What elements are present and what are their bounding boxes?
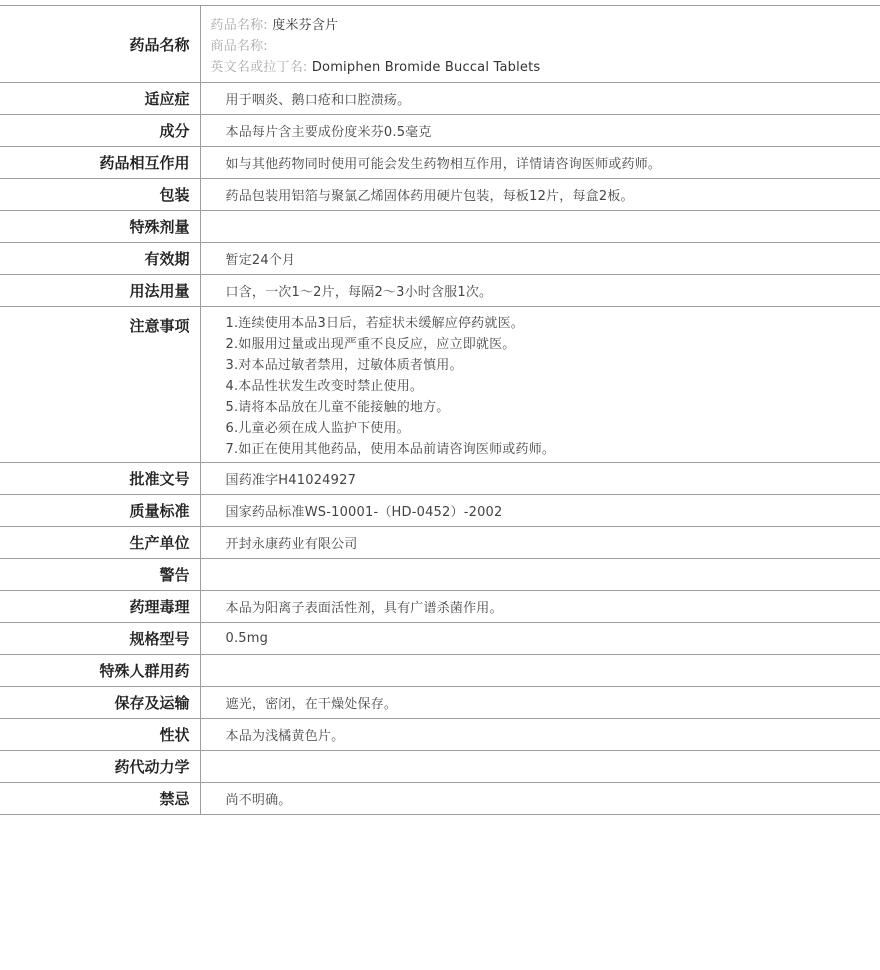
row-pharmacokinetics [0,751,880,783]
row-precautions [0,307,880,463]
row-appearance [0,719,880,751]
row-warning [0,559,880,591]
row-manufacturer [0,527,880,559]
row-value: 用于咽炎、鹅口疮和口腔溃疡。 [225,93,411,108]
row-approval-number [0,463,880,495]
row-label: 特殊人群用药 [0,655,200,687]
row-label: 包装 [0,179,200,211]
row-storage [0,687,880,719]
row-pharmacology [0,591,880,623]
row-shelf-life [0,243,880,275]
list-item: 7.如正在使用其他药品，使用本品前请咨询医师或药师。 [225,442,556,457]
row-label: 性状 [0,719,200,751]
row-value: 如与其他药物同时使用可能会发生药物相互作用，详情请咨询医师或药师。 [225,157,662,172]
list-item: 6.儿童必须在成人监护下使用。 [225,421,410,436]
row-value: 药品包装用铝箔与聚氯乙烯固体药用硬片包装，每板12片，每盒2板。 [225,189,634,204]
list-item: 3.对本品过敏者禁用，过敏体质者慎用。 [225,358,463,373]
list-item: 2.如服用过量或出现严重不良反应，应立即就医。 [225,337,516,352]
row-label: 药品名称 [0,6,200,83]
precautions-list [226,313,880,460]
spec-table-body [0,6,880,815]
row-label: 禁忌 [0,783,200,815]
row-value [200,751,880,783]
drug-spec-table [0,5,880,815]
row-value [200,307,880,463]
row-label: 药理毒理 [0,591,200,623]
row-label: 质量标准 [0,495,200,527]
row-quality-standard [0,495,880,527]
row-value: 本品每片含主要成份度米芬0.5毫克 [225,125,432,140]
row-value [200,211,880,243]
generic-name-value: 度米芬含片 [272,18,339,33]
row-value [200,559,880,591]
row-special-populations [0,655,880,687]
generic-name-key: 药品名称: [210,18,268,33]
row-interactions [0,147,880,179]
row-label: 药品相互作用 [0,147,200,179]
row-label: 注意事项 [0,307,200,463]
row-label: 成分 [0,115,200,147]
row-contraindications [0,783,880,815]
row-label: 保存及运输 [0,687,200,719]
row-label: 药代动力学 [0,751,200,783]
english-name-value: Domiphen Bromide Buccal Tablets [311,60,541,75]
row-value: 暂定24个月 [225,253,296,268]
row-special-dosage [0,211,880,243]
list-item: 4.本品性状发生改变时禁止使用。 [225,379,424,394]
row-value: 国药准字H41024927 [225,473,357,488]
row-specification [0,623,880,655]
row-value: 开封永康药业有限公司 [225,537,358,552]
row-value: 遮光，密闭，在干燥处保存。 [225,697,398,712]
list-item: 5.请将本品放在儿童不能接触的地方。 [225,400,450,415]
row-value: 0.5mg [225,631,269,646]
row-dosage [0,275,880,307]
row-ingredients [0,115,880,147]
row-label: 特殊剂量 [0,211,200,243]
row-value: 本品为浅橘黄色片。 [225,729,345,744]
row-indications [0,83,880,115]
row-label: 警告 [0,559,200,591]
row-drug-name [0,6,880,83]
row-packaging [0,179,880,211]
trade-name-line [211,36,880,57]
row-label: 批准文号 [0,463,200,495]
row-label: 生产单位 [0,527,200,559]
english-name-key: 英文名或拉丁名: [210,60,308,75]
row-value [200,6,880,83]
row-value: 国家药品标准WS-10001-（HD-0452）-2002 [225,505,503,520]
row-label: 有效期 [0,243,200,275]
row-value: 本品为阳离子表面活性剂，具有广谱杀菌作用。 [225,601,503,616]
english-name-line [211,57,880,78]
row-label: 适应症 [0,83,200,115]
trade-name-key: 商品名称: [210,39,268,54]
row-value: 口含，一次1～2片，每隔2～3小时含服1次。 [225,285,493,300]
generic-name-line [211,15,880,36]
row-label: 用法用量 [0,275,200,307]
row-value: 尚不明确。 [225,793,292,808]
row-label: 规格型号 [0,623,200,655]
row-value [200,655,880,687]
list-item: 1.连续使用本品3日后，若症状未缓解应停药就医。 [225,316,524,331]
